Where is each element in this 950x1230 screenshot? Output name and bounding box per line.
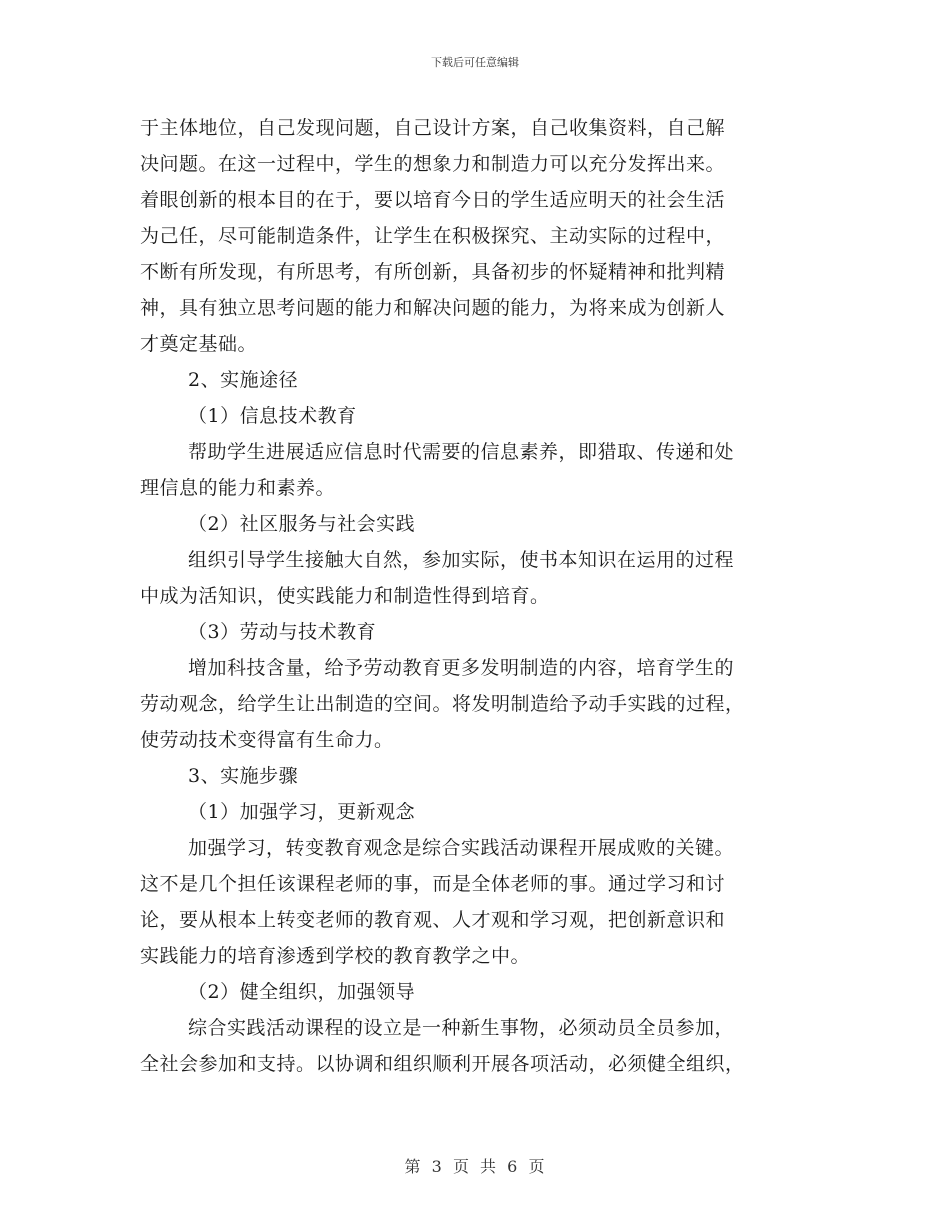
body-line: 使劳动技术变得富有生命力。	[140, 729, 394, 751]
page-header: 下载后可任意编辑	[431, 56, 519, 69]
body-line: 神，具有独立思考问题的能力和解决问题的能力，为将来成为创新人	[140, 297, 726, 319]
page-footer	[0, 1154, 950, 1177]
body-line: 这不是几个担任该课程老师的事，而是全体老师的事。通过学习和讨	[140, 873, 726, 895]
document-body	[140, 110, 810, 1082]
subsection-heading: （3）劳动与技术教育	[188, 621, 377, 643]
body-line: 决问题。在这一过程中，学生的想象力和制造力可以充分发挥出来。	[140, 153, 726, 175]
body-line: 论，要从根本上转变老师的教育观、人才观和学习观，把创新意识和	[140, 909, 726, 931]
body-line: 不断有所发现，有所思考，有所创新，具备初步的怀疑精神和批判精	[140, 261, 726, 283]
body-line: 劳动观念，给学生让出制造的空间。将发明制造给予动手实践的过程，	[140, 693, 745, 715]
subsection-heading: （2）社区服务与社会实践	[188, 513, 416, 535]
section-heading: 3、实施步骤	[188, 765, 299, 787]
body-line: 实践能力的培育渗透到学校的教育教学之中。	[140, 945, 531, 967]
body-line: 帮助学生进展适应信息时代需要的信息素养，即猎取、传递和处	[188, 441, 735, 463]
body-line: 全社会参加和支持。以协调和组织顺利开展各项活动，必须健全组织，	[140, 1053, 745, 1075]
body-line: 组织引导学生接触大自然，参加实际，使书本知识在运用的过程	[188, 549, 735, 571]
subsection-heading: （1）加强学习，更新观念	[188, 801, 416, 823]
subsection-heading: （1）信息技术教育	[188, 405, 357, 427]
body-line: 理信息的能力和素养。	[140, 477, 336, 499]
subsection-heading: （2）健全组织，加强领导	[188, 981, 416, 1003]
body-line: 着眼创新的根本目的在于，要以培育今日的学生适应明天的社会生活	[140, 189, 726, 211]
footer-label-total: 共	[480, 1157, 498, 1176]
footer-label-page: 第	[404, 1157, 422, 1176]
footer-total-pages: 6	[507, 1157, 519, 1176]
section-heading: 2、实施途径	[188, 369, 299, 391]
body-line: 加强学习，转变教育观念是综合实践活动课程开展成败的关键。	[188, 837, 735, 859]
body-line: 于主体地位，自己发现问题，自己设计方案，自己收集资料，自己解	[140, 117, 726, 139]
body-line: 综合实践活动课程的设立是一种新生事物，必须动员全员参加，	[188, 1017, 735, 1039]
body-line: 为己任，尽可能制造条件，让学生在积极探究、主动实际的过程中，	[140, 225, 726, 247]
body-line: 增加科技含量，给予劳动教育更多发明制造的内容，培育学生的	[188, 657, 735, 679]
footer-page-number: 3	[431, 1157, 443, 1176]
footer-label-page-unit: 页	[452, 1157, 470, 1176]
body-line: 才奠定基础。	[140, 333, 258, 355]
footer-label-total-unit: 页	[528, 1157, 546, 1176]
body-line: 中成为活知识，使实践能力和制造性得到培育。	[140, 585, 550, 607]
